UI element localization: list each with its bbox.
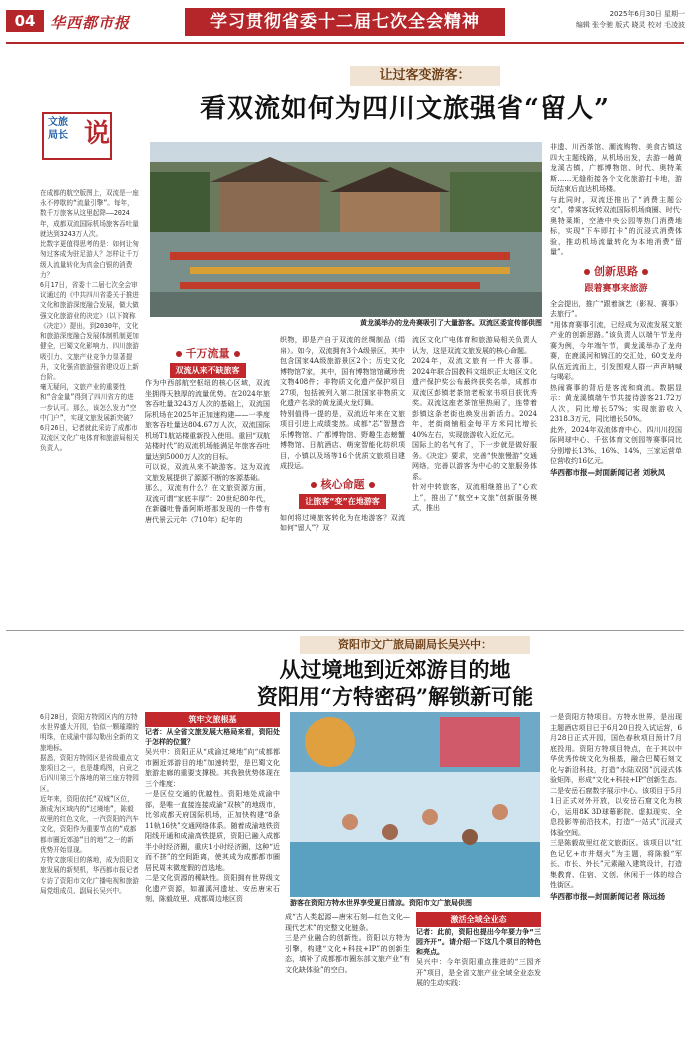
- story2-col4: [416, 912, 541, 1047]
- body-paragraph: 热闹赛事的背后是客流和商流。数据显示：黄龙溪镇端午节共接待游客21.72万人次，同比增长57%；实现旅游收入2318.3万元，同比增长50%。: [550, 383, 682, 423]
- body-paragraph: 非遗、川西茶馆、潮流购物、美食古镇这四大主题线路，从机场出发，去游一趟黄龙溪古镇，广都博物馆、时代、奥特莱斯……无缝衔接各个文化旅游打卡地，游玩结束后直达机场楼。: [550, 143, 682, 193]
- story2-title: [185, 656, 605, 711]
- body-paragraph: 全会提出，推广“跟着演艺（影视、赛事）去旅行”。: [550, 299, 682, 318]
- newspaper-logo: 华西都市报: [50, 14, 131, 32]
- lead-paragraph: 6月17日，省委十二届七次全会审议通过的《中共四川省委关于推进文化和旅游深度融合发展，做大做强文化旅游业的决定》（以下简称《决定》）提出，到2030年，文化和旅游深度融合发展体制机制更加健全，巴蜀文化影响力、四川旅游吸引力、文旅产业竞争力显著提升，文化强省旅游强省建设迈上新台阶。: [40, 280, 139, 381]
- section-subtitle: 跟着赛事来旅游: [584, 283, 648, 294]
- lead-paragraph: 6月28日，资阳方特园区内的方特水世界盛大开园，恰似一颗璀璨的明珠，在成渝中部勾勒出全新的文旅地标。: [40, 713, 139, 752]
- story2-title-line2: 资阳用“方特密码”解锁新可能: [256, 684, 534, 710]
- story2-col2: [145, 712, 280, 1047]
- lead-paragraph: 据悉，资阳方特园区是省级重点文旅项目之一，也是雄鸡图，自贡之后四川第三个落地的第三座方特园区。: [40, 753, 139, 793]
- body-paragraph: 特别值得一提的是，双流近年来在文旅项目引进上成绩斐然。成都“芯”智慧音乐博物馆、广都博物馆、野趣生态螃蟹博物馆、日航酒店、萌宠智能化纺织项目，小镇以及场等16个优质文旅项目建成投运。: [280, 409, 405, 470]
- body-paragraph: 三是陈毅故里红花文旅街区。该项目以“红色记忆+市井烟火”为主题，将陈毅“军长、市长、外长”元素融入建筑设计，打造集教育、住宿、文创、休闲于一体的综合性街区。: [550, 839, 682, 889]
- lead-paragraph: 比数字更值得思考的是：如何让匆匆过客成为驻足游人？怎样让千万级人流量转化为真金白银的消费力？: [40, 240, 139, 279]
- story2-photo-caption: 游客在资阳方特水世界享受夏日清凉。资阳市文广旅局供图: [290, 899, 472, 907]
- story1-title: 看双流如何为四川文旅强省“留人”: [200, 94, 610, 124]
- section-title: 核心命题: [320, 477, 365, 491]
- section-tag: 激活全域全业态: [416, 912, 541, 927]
- water-park-photo: [290, 712, 540, 897]
- section-head-2: [280, 476, 405, 509]
- story1-photo-caption: 黄龙溪举办的龙舟赛吸引了大量游客。双流区委宣传部供图: [360, 319, 542, 327]
- body-paragraph: 国际上的名气有了，下一步就是做好服务。《决定》要求，完善“快旅慢游”交通网络，完善以游客为中心的文旅服务体系。: [412, 441, 537, 481]
- body-paragraph: 二是安岳石窟数字展示中心。该项目于5月1日正式对外开放，以安岳石窟文化为核心，运用8K 3D球幕影院、虚拟现实、全息投影等前沿技术，打造“一站式”沉浸式体验空间。: [550, 786, 682, 837]
- qa-answer: 吴兴中：今年资阳重点推进的“三园齐开”项目，是全省文旅产业全域全业态发展的生动实践：: [416, 958, 541, 987]
- story1-col3: [280, 335, 405, 627]
- qa-question: 记者：此前，资阳也提出今年要力争“三园齐开”。请介绍一下这几个项目的特色和亮点。: [416, 928, 541, 956]
- body-paragraph: “用体育赛事引流，已经成为双流发展文旅产业的创新思路。”该负责人以端午节龙舟赛为例，今年端午节，黄龙溪举办了龙舟赛，在鹿溪河和锦江的交汇处，60支龙舟队伍近流而上，引发围观人群一声声呐喊与喝彩。: [550, 320, 682, 381]
- body-paragraph: 可以说，双流从来不缺游客。这为双流文旅发展提供了源源不断的客源基础。: [145, 463, 270, 482]
- story2-col5: [550, 712, 682, 1047]
- column-badge: [42, 112, 112, 160]
- qa-answer: 二是文化资源的稀缺性。资阳拥有世界级文化遗产资源，如濯溪河遗址、安岳唐宋石刻、陈毅故里、成都周边地区资: [145, 874, 280, 903]
- editor-credits: 编辑 张令驰 版式 晓灵 校对 毛凌波: [575, 20, 685, 29]
- story1-col4: [412, 335, 537, 627]
- page-number: 04: [6, 10, 44, 32]
- body-paragraph: 织物，即是产自于双流的丝绸制品（绢帛）。如今，双流拥有3个A级景区，其中包含国家4A级旅游景区2个；历史文化博物馆7家，其中，国有博物馆馆藏珍贵文物408件；非物质文化遗产保护项目27项，包括被列入第二批国家非物质文化遗产名录的黄龙溪火龙灯舞。: [280, 336, 405, 407]
- section-subtitle: 让旅客“变”在地游客: [299, 494, 386, 509]
- dragon-boat-photo: [150, 142, 542, 317]
- byline: 华西都市报—封面新闻记者 刘秋凤: [550, 467, 666, 477]
- story1-col2: [145, 345, 270, 627]
- body-paragraph: 流区文化广电体育和旅游局相关负责人认为，这是双流文旅发展的核心命题。: [412, 336, 537, 355]
- page-header: [0, 0, 690, 42]
- section-subtitle: 双流从来不缺旅客: [170, 363, 246, 378]
- lead-paragraph: 近年来，资阳依托“双城”区位，渐成为区域内的“过境地”，陈毅故里的红色文化，一汽资阳的汽车文化，资阳作为重要节点的“成都都市圈近郊游”目的地”之一的新优势开始显现。: [40, 794, 139, 854]
- badge-shuo: 说: [84, 119, 111, 149]
- body-paragraph: 与此同时，双流还推出了“消费主题公交”，带乘客玩转双流国际机场商圈、时代·奥特莱斯，空港中央公园等热门消费地标，实现“下车即打卡”的沉浸式消费体验，推动机场流量转化为本地消费“留量”。: [550, 195, 682, 256]
- lead-paragraph: 在成都的航空版图上，双流是一座永不停歇的“流量引擎”。每年，数千万旅客从这里起降——2024年，成都双流国际机场旅客吞吐量就达到3243万人次。: [40, 189, 139, 238]
- body-paragraph: 如何将过境旅客转化为在地游客？双流如何“留人”？双: [280, 513, 405, 532]
- story1-lead-column: [40, 188, 140, 548]
- badge-label: 文旅 局长: [48, 117, 68, 141]
- story2-title-line1: 从过境地到近郊游目的地: [279, 657, 511, 682]
- qa-answer: 一是区位交通的优越性。资阳地处成渝中部，是唯一直接连接成渝“双核”的地级市，比邻成都天府国际机场，正加快构建“8条11轨16快”交通网络体系。随着成渝地铁资阳线开通和成渝高铁提质，资阳已融入成都半小时经济圈，重庆1小时经济圈，这种“近而不挤”的空间距离，使其成为成都都市圈居民周末微度假的首选地。: [145, 790, 280, 872]
- section-title: 千万流量: [185, 347, 230, 360]
- body-paragraph: 一是资阳方特项目。方特水世界，是出现主题酒店项目已于6月20日投入试运营，6月28日正式开园，国色春秋项目预计7月底投用。资阳方特项目特点，在于其以中华优秀传统文化为根基，融合巴蜀石刻文化与新沿科技，打造“水陆双园”沉浸式体验矩阵，形成“文化+科技+IP”创新生态。: [550, 713, 682, 784]
- body-paragraph: 三是产业融合的创新性。资阳以方特为引擎，构建“文化+科技+IP”的创新生态，填补了成都都市圈东部文旅产业“有文化缺体验”的空白。: [285, 934, 410, 974]
- story2-kicker: 资阳市文广旅局副局长吴兴中：: [300, 636, 530, 654]
- body-paragraph: 成“古人类起源—唐宋石刻—红色文化—现代艺术”的完整文化链条。: [285, 913, 410, 932]
- story1-kicker: 让过客变游客：: [350, 66, 500, 86]
- section-head-3: [550, 263, 682, 294]
- story2-photo: [290, 712, 540, 897]
- body-paragraph: 那么，双流有什么？在文旅资源方面，双流可谓“家底丰厚”：20世纪80年代，在新疆吐鲁番阿斯塔那发现的一件带有唐代景云元年（710年）纪年的: [145, 484, 270, 524]
- section-tag: 筑牢文旅根基: [145, 712, 280, 727]
- section-head-1: [145, 345, 270, 378]
- body-paragraph: 此外，2024年双流体育中心、四川川投国际网球中心、千弦体育文创园等赛事同比分别增长13%、16%、14%，三家运营单位营收约16亿元。: [550, 425, 682, 465]
- header-rule: [6, 42, 684, 44]
- qa-answer: 吴兴中：资阳正从“成渝过境地”向“成都都市圈近郊游目的地”加速转型，是巴蜀文化旅游走廊的重要支撑极。其我独优势体现在三个维度：: [145, 748, 280, 788]
- header-meta: [520, 9, 685, 30]
- story-divider: [6, 630, 684, 631]
- body-paragraph: 针对中转旅客，双流相继推出了“心欢上”，推出了“航空+文旅”创新服务模式，推出: [412, 483, 537, 512]
- lead-paragraph: 毫无疑问，文旅产业的重要性和“含金量”得到了四川省方的进一步认可。那么，该怎么发力“空中门户”，实现文旅发展新突破？6月26日，记者就此采访了成都市双流区文化广电体育和旅游局相关负责人。: [40, 383, 139, 453]
- issue-date: 2025年6月30日 星期一: [609, 10, 685, 18]
- story1-photo: [150, 142, 542, 317]
- section-title: 创新思路: [594, 264, 638, 278]
- story1-col5: [550, 142, 682, 627]
- byline: 华西都市报—封面新闻记者 陈远扬: [550, 891, 666, 901]
- section-banner: 学习贯彻省委十二届七次全会精神: [185, 8, 505, 36]
- story2-lead-column: [40, 712, 140, 1042]
- body-paragraph: 作为中西部航空枢纽的核心区域，双流坐拥得天独厚的流量优势。在2024年旅客吞吐量3243万人次的基础上，双流国际机场在2025年正加速构建——一季度旅客吞吐量达804.67万人次，双流国际机场T1航站楼重新投入使用。重回“双航站楼时代”的双流机场能满足年旅客吞吐量达到5000万人次的目标。: [145, 379, 270, 461]
- lead-paragraph: 方特文旅项目的落地，成为资阳文旅发展的新契机，华西都市报记者专访了资阳市文化广播电视和旅游局党组成员、副局长吴兴中。: [40, 856, 139, 895]
- body-paragraph: 2024年，双流文旅有一件大喜事。2024年联合国教科文组织正太地区文化遗产保护奖公布最终获奖名单，成都市双流区彭镇老茶馆老板家书项目获优秀奖。双流这座老茶馆里热闹了，连带着彭镇这条老街也焕发出新活力。2024年，老街商铺租金每平方米同比增长40%左右，实现旅游收入近亿元。: [412, 357, 537, 439]
- story2-col3: [285, 912, 410, 1047]
- qa-question: 记者：从全省文旅发展大格局来看，资阳处于怎样的位置？: [145, 728, 280, 746]
